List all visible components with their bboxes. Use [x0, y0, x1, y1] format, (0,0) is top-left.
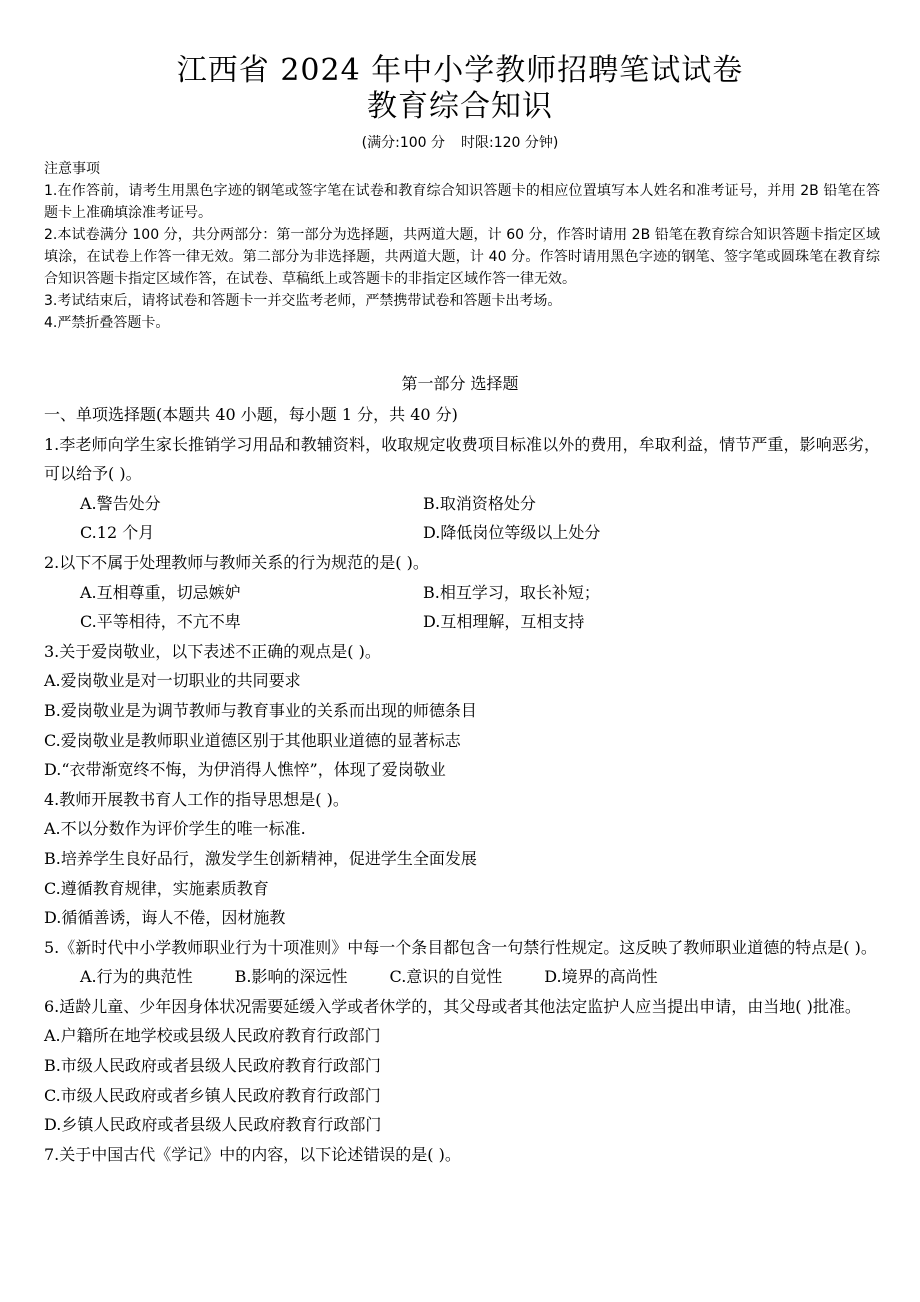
option: C.遵循教育规律，实施素质教育	[44, 878, 269, 898]
option: D.境界的高尚性	[544, 967, 658, 987]
option: D.降低岗位等级以上处分	[423, 523, 601, 543]
question-stem: 3.关于爱岗敬业，以下表述不正确的观点是( )。	[44, 641, 381, 661]
option: D.循循善诱，诲人不倦，因材施教	[44, 908, 286, 928]
options-row	[44, 962, 880, 992]
questions-body	[44, 400, 880, 1169]
notice-section	[44, 158, 880, 334]
exam-title: 江西省 2024 年中小学教师招聘笔试试卷	[176, 53, 744, 88]
part-title: 第一部分 选择题	[401, 374, 519, 393]
option: C.爱岗敬业是教师职业道德区别于其他职业道德的显著标志	[44, 730, 461, 750]
question-stem: 7.关于中国古代《学记》中的内容，以下论述错误的是( )。	[44, 1144, 461, 1164]
notice-item: 4.严禁折叠答题卡。	[44, 315, 170, 331]
option: B.相互学习，取长补短；	[423, 582, 600, 602]
option: B.市级人民政府或者县级人民政府教育行政部门	[44, 1056, 381, 1076]
question-stem: 2.以下不属于处理教师与教师关系的行为规范的是( )。	[44, 552, 429, 572]
question-stem: 1.李老师向学生家长推销学习用品和教辅资料，收取规定收费项目标准以外的费用，牟取利益，情节严重，影响恶劣，可以给予( )。	[44, 434, 880, 484]
question-stem: 4.教师开展教书育人工作的指导思想是( )。	[44, 789, 349, 809]
notice-item: 1.在作答前，请考生用黑色字迹的钢笔或签字笔在试卷和教育综合知识答题卡的相应位置填写本人姓名和准考证号，并用 2B 铅笔在答题卡上准确填涂准考证号。	[44, 183, 880, 221]
option: D.互相理解，互相支持	[423, 612, 585, 632]
options-row	[44, 607, 880, 637]
exam-subject: 教育综合知识	[367, 89, 553, 124]
option: B.培养学生良好品行，激发学生创新精神，促进学生全面发展	[44, 848, 477, 868]
option: A.警告处分	[80, 493, 161, 513]
options-row	[44, 518, 880, 548]
options-row	[44, 578, 880, 608]
full-score: (满分:100 分	[361, 135, 445, 151]
option: A.不以分数作为评价学生的唯一标准.	[44, 819, 306, 839]
option: C.12 个月	[80, 523, 155, 543]
option: D.乡镇人民政府或者县级人民政府教育行政部门	[44, 1115, 382, 1135]
notice-item: 3.考试结束后，请将试卷和答题卡一并交监考老师，严禁携带试卷和答题卡出考场。	[44, 293, 562, 309]
option: C.意识的自觉性	[389, 967, 503, 987]
question-stem: 5.《新时代中小学教师职业行为十项准则》中每一个条目都包含一句禁行性规定。这反映了教师职业道德的特点是( )。	[44, 937, 877, 957]
time-limit: 时限:120 分钟)	[461, 135, 559, 151]
options-row	[44, 489, 880, 519]
option: A.户籍所在地学校或县级人民政府教育行政部门	[44, 1026, 381, 1046]
option: A.行为的典范性	[80, 967, 193, 987]
option: C.平等相待，不亢不卑	[80, 612, 241, 632]
notice-heading: 注意事项	[44, 161, 100, 177]
question-stem: 6.适龄儿童、少年因身体状况需要延缓入学或者休学的，其父母或者其他法定监护人应当提出申请，由当地( )批准。	[44, 996, 861, 1016]
option: C.市级人民政府或者乡镇人民政府教育行政部门	[44, 1085, 381, 1105]
section-heading: 一、单项选择题(本题共 40 小题，每小题 1 分，共 40 分)	[44, 405, 458, 424]
option: D.“衣带渐宽终不悔，为伊消得人憔悴”，体现了爱岗敬业	[44, 760, 446, 780]
option: B.取消资格处分	[423, 493, 536, 513]
option: B.爱岗敬业是为调节教师与教育事业的关系而出现的师德条目	[44, 700, 477, 720]
notice-item: 2.本试卷满分 100 分，共分两部分：第一部分为选择题，共两道大题，计 60 分，作答时请用 2B 铅笔在教育综合知识答题卡指定区域填涂，在试卷上作答一律无效。第二部分为非选择题，共两道大题，计 40 分。作答时请用黑色字迹的钢笔、签字笔或圆珠笔在教育综合知识答题卡指定区域作答，在试卷、草稿纸上或答题卡的非指定区域作答一律无效。	[44, 227, 880, 287]
exam-meta	[0, 134, 920, 152]
option: A.互相尊重，切忌嫉妒	[80, 582, 241, 602]
option: B.影响的深远性	[234, 967, 348, 987]
option: A.爱岗敬业是对一切职业的共同要求	[44, 671, 301, 691]
